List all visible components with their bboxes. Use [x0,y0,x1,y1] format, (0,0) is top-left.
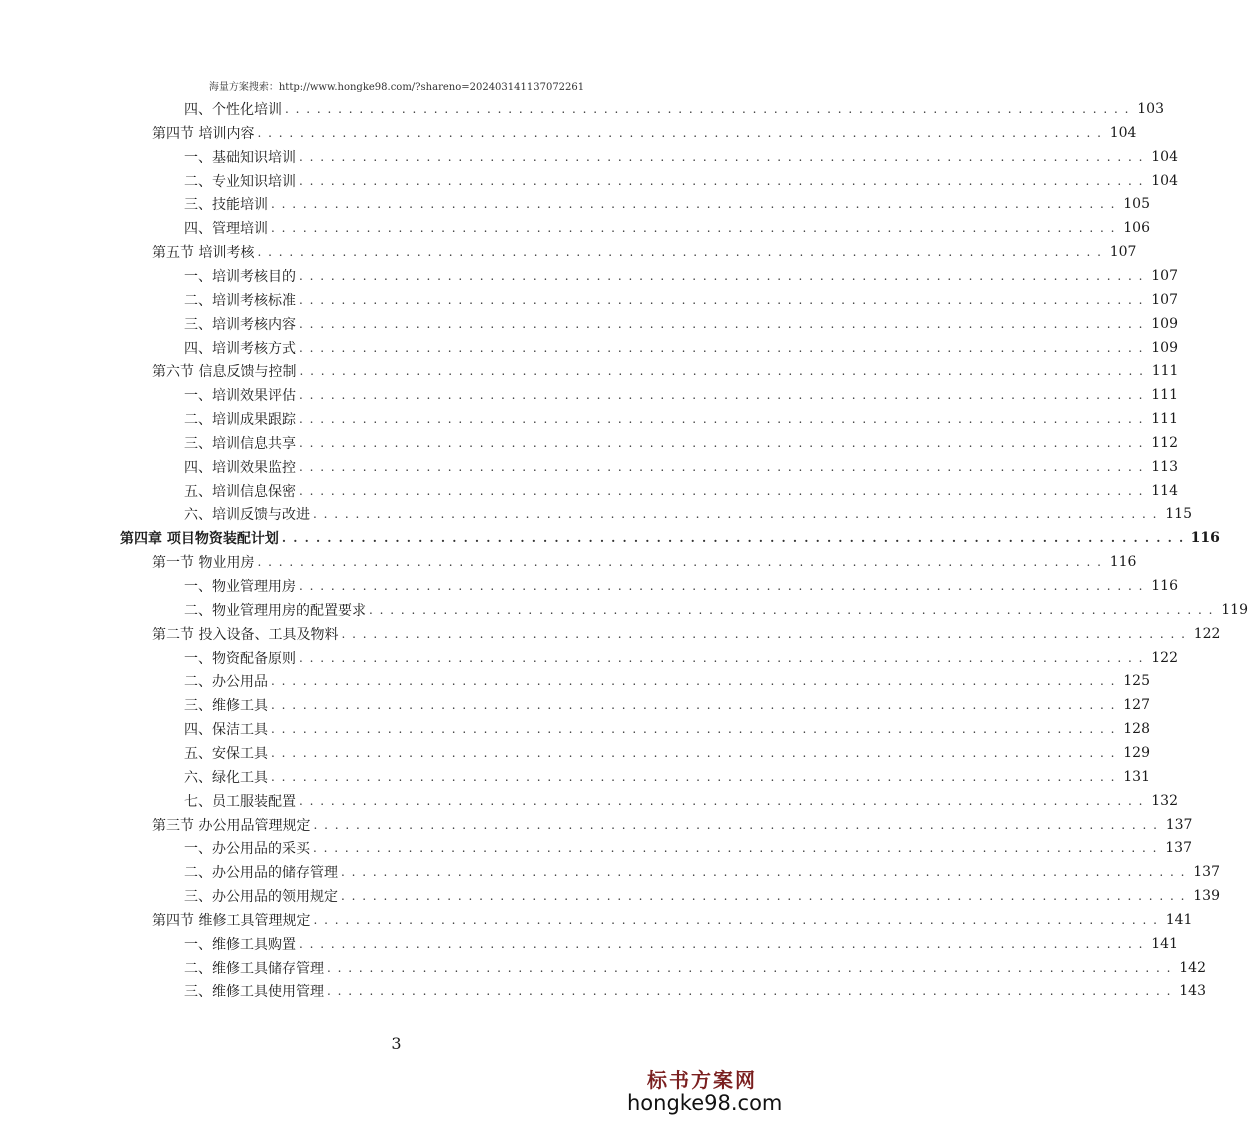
toc-entry[interactable] [184,956,1206,980]
toc-leader-dots: . . . . . . . . . . . . . . . . . . . . . . . . . . . . . . . . . . . . . . . . . . . . . . . . . . . . . . . . . . . . . . . . . . . . . . . . . . . . . . . . [313,912,1159,927]
toc-entry[interactable] [184,288,1178,312]
toc-entry-label: 第四节 培训内容 [152,125,255,142]
toc-entry[interactable] [184,216,1150,240]
toc-leader-dots: . . . . . . . . . . . . . . . . . . . . . . . . . . . . . . . . . . . . . . . . . . . . . . . . . . . . . . . . . . . . . . . . . . . . . . . . . . . . . . . . [299,388,1144,403]
toc-leader-dots: . . . . . . . . . . . . . . . . . . . . . . . . . . . . . . . . . . . . . . . . . . . . . . . . . . . . . . . . . . . . . . . . . . . . . . . . . . . . . . . . [313,841,1158,856]
toc-leader-dots: . . . . . . . . . . . . . . . . . . . . . . . . . . . . . . . . . . . . . . . . . . . . . . . . . . . . . . . . . . . . . . . . . . . . . . . . . . . . . . . . [299,459,1144,474]
toc-entry[interactable] [184,431,1178,455]
toc-entry-label: 四、管理培训 [184,221,268,238]
toc-leader-dots: . . . . . . . . . . . . . . . . . . . . . . . . . . . . . . . . . . . . . . . . . . . . . . . . . . . . . . . . . . . . . . . . . . . . . . . . . . . . . . . . [299,364,1145,379]
toc-entry[interactable] [184,336,1178,360]
toc-leader-dots: . . . . . . . . . . . . . . . . . . . . . . . . . . . . . . . . . . . . . . . . . . . . . . . . . . . . . . . . . . . . . . . . . . . . . . . . . . . . . . . . [299,650,1144,665]
toc-entry-label: 第一节 物业用房 [152,555,255,572]
toc-leader-dots: . . . . . . . . . . . . . . . . . . . . . . . . . . . . . . . . . . . . . . . . . . . . . . . . . . . . . . . . . . . . . . . . . . . . . . . . . . . . . . . . [271,745,1116,760]
toc-entry[interactable] [184,979,1206,1003]
toc-entry[interactable] [184,669,1150,693]
toc-entry-label: 三、维修工具 [184,698,268,715]
toc-entry[interactable] [184,717,1150,741]
toc-entry-label: 二、维修工具储存管理 [184,960,324,977]
toc-entry-page: 107 [1109,244,1137,261]
toc-entry[interactable] [184,264,1178,288]
watermark-en-text: hongke98.com [627,1091,783,1115]
toc-entry[interactable] [152,908,1193,932]
toc-leader-dots: . . . . . . . . . . . . . . . . . . . . . . . . . . . . . . . . . . . . . . . . . . . . . . . . . . . . . . . . . . . . . . . . . . . . . . . . . . . . . . . . [299,316,1144,331]
toc-entry[interactable] [184,932,1178,956]
toc-leader-dots: . . . . . . . . . . . . . . . . . . . . . . . . . . . . . . . . . . . . . . . . . . . . . . . . . . . . . . . . . . . . . . . . . . . . . . . . . . . . . . . . [257,245,1103,260]
toc-leader-dots: . . . . . . . . . . . . . . . . . . . . . . . . . . . . . . . . . . . . . . . . . . . . . . . . . . . . . . . . . . . . . . . . . . . . . . . . . . . . . . . . [271,221,1116,236]
toc-entry-label: 四、保洁工具 [184,722,268,739]
toc-entry-label: 第二节 投入设备、工具及物料 [152,626,339,643]
toc-entry-label: 三、维修工具使用管理 [184,984,324,1001]
toc-entry[interactable] [184,169,1178,193]
toc-entry[interactable] [152,359,1179,383]
toc-entry[interactable] [184,97,1164,121]
toc-entry-label: 三、技能培训 [184,197,268,214]
toc-entry-label: 三、办公用品的领用规定 [184,889,338,906]
toc-entry-page: 111 [1151,387,1178,404]
toc-entry-label: 一、物业管理用房 [184,579,296,595]
toc-entry-label: 五、培训信息保密 [184,483,296,500]
toc-entry-page: 139 [1193,888,1220,905]
toc-entry-page: 116 [1109,554,1137,571]
toc-entry[interactable] [152,622,1221,646]
toc-entry-page: 105 [1123,196,1150,213]
toc-entry-label: 二、办公用品 [184,674,268,691]
toc-entry[interactable] [152,121,1137,145]
toc-entry-page: 104 [1109,124,1137,141]
toc-entry-label: 第六节 信息反馈与控制 [152,364,297,381]
toc-entry-page: 137 [1193,864,1220,881]
toc-entry-label: 六、培训反馈与改进 [184,507,310,524]
toc-leader-dots: . . . . . . . . . . . . . . . . . . . . . . . . . . . . . . . . . . . . . . . . . . . . . . . . . . . . . . . . . . . . . . . . . . . . . . . . . . . . . . . . [271,722,1116,737]
toc-entry[interactable] [120,526,1220,550]
toc-leader-dots: . . . . . . . . . . . . . . . . . . . . . . . . . . . . . . . . . . . . . . . . . . . . . . . . . . . . . . . . . . . . . . . . . . . . . . . . . . . . . . . . [299,483,1144,498]
toc-entry-label: 第四章 项目物资装配计划 [120,531,279,548]
header-url: 海量方案搜索：http://www.hongke98.com/?shareno=202403141137072261 [208,82,585,93]
toc-leader-dots: . . . . . . . . . . . . . . . . . . . . . . . . . . . . . . . . . . . . . . . . . . . . . . . . . . . . . . . . . . . . . . . . . . . . . . . . . . . . . . . . [299,936,1144,951]
toc-entry-label: 四、个性化培训 [184,102,282,118]
toc-leader-dots: . . . . . . . . . . . . . . . . . . . . . . . . . . . . . . . . . . . . . . . . . . . . . . . . . . . . . . . . . . . . . . . . . . . . . . . . . . . . . . . . [299,292,1144,307]
toc-entry-page: 104 [1151,172,1178,189]
toc-entry-label: 三、培训信息共享 [184,435,296,452]
toc-entry-page: 113 [1151,458,1178,475]
toc-entry-page: 107 [1151,291,1178,308]
toc-entry[interactable] [152,550,1137,574]
toc-entry-label: 二、物业管理用房的配置要求 [184,602,366,619]
toc-entry-page: 132 [1151,792,1178,809]
toc-entry-page: 122 [1193,625,1221,642]
toc-leader-dots: . . . . . . . . . . . . . . . . . . . . . . . . . . . . . . . . . . . . . . . . . . . . . . . . . . . . . . . . . . . . . . . . . . . . . . . . . . . . . . . . [369,602,1214,617]
table-of-contents [0,97,1248,1007]
toc-leader-dots: . . . . . . . . . . . . . . . . . . . . . . . . . . . . . . . . . . . . . . . . . . . . . . . . . . . . . . . . . . . . . . . . . . . . . . . . . . . . . . . . [299,149,1144,164]
toc-entry-label: 一、物资配备原则 [184,650,296,667]
toc-entry-label: 七、员工服装配置 [184,793,296,810]
toc-entry[interactable] [184,836,1192,860]
toc-entry-label: 六、绿化工具 [184,769,268,786]
toc-entry[interactable] [184,383,1178,407]
toc-leader-dots: . . . . . . . . . . . . . . . . . . . . . . . . . . . . . . . . . . . . . . . . . . . . . . . . . . . . . . . . . . . . . . . . . . . . . . . . . . . . . . . . [257,555,1103,570]
toc-leader-dots: . . . . . . . . . . . . . . . . . . . . . . . . . . . . . . . . . . . . . . . . . . . . . . . . . . . . . . . . . . . . . . . . . . . . . . . . . . . . . . . . [299,435,1144,450]
toc-leader-dots: . . . . . . . . . . . . . . . . . . . . . . . . . . . . . . . . . . . . . . . . . . . . . . . . . . . . . . . . . . . . . . . . . . . . . . . . . . . . . . . . [299,793,1144,808]
toc-leader-dots: . . . . . . . . . . . . . . . . . . . . . . . . . . . . . . . . . . . . . . . . . . . . . . . . . . . . . . . . . . . . . . . . . . . . . . . . . . . . . . . . [271,197,1116,212]
toc-entry-page: 131 [1123,768,1150,785]
toc-entry-page: 141 [1165,911,1193,928]
toc-entry-label: 一、培训效果评估 [184,388,296,405]
toc-entry-page: 114 [1151,482,1178,499]
toc-entry-label: 四、培训考核方式 [184,340,296,357]
toc-entry-label: 二、办公用品的储存管理 [184,865,338,882]
toc-entry-page: 141 [1151,935,1178,952]
toc-leader-dots: . . . . . . . . . . . . . . . . . . . . . . . . . . . . . . . . . . . . . . . . . . . . . . . . . . . . . . . . . . . . . . . . . . . . . . . . . . . . . . . . [313,817,1159,832]
toc-entry-label: 二、培训成果跟踪 [184,412,296,429]
toc-entry-page: 125 [1123,673,1150,690]
toc-entry-page: 119 [1221,601,1248,618]
toc-leader-dots: . . . . . . . . . . . . . . . . . . . . . . . . . . . . . . . . . . . . . . . . . . . . . . . . . . . . . . . . . . . . . . . . . . . . . . . . . . . . . . . . [313,507,1158,522]
toc-entry[interactable] [184,479,1178,503]
toc-entry-page: 122 [1151,649,1178,666]
toc-entry[interactable] [184,646,1178,670]
toc-entry-page: 116 [1190,530,1220,547]
toc-entry[interactable] [152,813,1193,837]
toc-entry[interactable] [152,240,1137,264]
toc-entry[interactable] [184,455,1178,479]
toc-entry-label: 第五节 培训考核 [152,245,255,262]
toc-entry-label: 第四节 维修工具管理规定 [152,912,311,929]
toc-entry[interactable] [184,884,1220,908]
toc-entry-page: 104 [1151,148,1178,165]
toc-leader-dots: . . . . . . . . . . . . . . . . . . . . . . . . . . . . . . . . . . . . . . . . . . . . . . . . . . . . . . . . . . . . . . . . . . . . . . . . . . . . . . . . [341,889,1186,904]
toc-leader-dots: . . . . . . . . . . . . . . . . . . . . . . . . . . . . . . . . . . . . . . . . . . . . . . . . . . . . . . . . . . . . . . . . . . . . . . . . . . . . . . . . [299,268,1144,283]
toc-entry-label: 三、培训考核内容 [184,316,296,333]
toc-entry-label: 二、专业知识培训 [184,173,296,190]
toc-leader-dots: . . . . . . . . . . . . . . . . . . . . . . . . . . . . . . . . . . . . . . . . . . . . . . . . . . . . . . . . . . . . . . . . . . . . . . . . . . . . . . . . [299,579,1144,593]
toc-entry-page: 115 [1165,506,1192,523]
toc-entry-label: 二、培训考核标准 [184,292,296,309]
toc-entry-page: 142 [1179,959,1206,976]
toc-entry-label: 一、维修工具购置 [184,936,296,953]
toc-leader-dots: . . . . . . . . . . . . . . . . . . . . . . . . . . . . . . . . . . . . . . . . . . . . . . . . . . . . . . . . . . . . . . . . . . . . . . . . . . . . . . . . [341,865,1186,880]
toc-leader-dots: . . . . . . . . . . . . . . . . . . . . . . . . . . . . . . . . . . . . . . . . . . . . . . . . . . . . . . . . . . . . . . . . . . . . . . . . . . . . . . . . [271,698,1116,713]
toc-leader-dots: . . . . . . . . . . . . . . . . . . . . . . . . . . . . . . . . . . . . . . . . . . . . . . . . . . . . . . . . . . . . . . . . . . . . . . . . . . . . . . . . [327,960,1172,975]
toc-entry[interactable] [184,312,1178,336]
toc-entry-page: 116 [1151,578,1178,594]
watermark-cn-text: 标书方案网 [647,1068,757,1092]
toc-entry[interactable] [184,192,1150,216]
toc-entry[interactable] [184,502,1192,526]
toc-entry-page: 127 [1123,697,1150,714]
toc-entry-page: 111 [1151,411,1178,428]
toc-leader-dots: . . . . . . . . . . . . . . . . . . . . . . . . . . . . . . . . . . . . . . . . . . . . . . . . . . . . . . . . . . . . . . . . . . . . . . . . . . . . . . . . [271,674,1116,689]
toc-leader-dots: . . . . . . . . . . . . . . . . . . . . . . . . . . . . . . . . . . . . . . . . . . . . . . . . . . . . . . . . . . . . . . . . . . . . . . . . . . . . . . . . [257,125,1103,140]
toc-entry-page: 129 [1123,744,1150,761]
toc-leader-dots: . . . . . . . . . . . . . . . . . . . . . . . . . . . . . . . . . . . . . . . . . . . . . . . . . . . . . . . . . . . . . . . . . . . . . . . . . . . . . . . . [341,626,1187,641]
toc-entry-page: 103 [1137,101,1164,117]
toc-entry-page: 112 [1151,434,1178,451]
toc-leader-dots: . . . . . . . . . . . . . . . . . . . . . . . . . . . . . . . . . . . . . . . . . . . . . . . . . . . . . . . . . . . . . . . . . . . . . . . . . . . . . . . . [271,769,1116,784]
toc-entry[interactable] [184,145,1178,169]
toc-entry-label: 四、培训效果监控 [184,459,296,476]
toc-leader-dots: . . . . . . . . . . . . . . . . . . . . . . . . . . . . . . . . . . . . . . . . . . . . . . . . . . . . . . . . . . . . . . . . . . . . . . . . . . . . . . . . [327,984,1172,999]
toc-leader-dots: . . . . . . . . . . . . . . . . . . . . . . . . . . . . . . . . . . . . . . . . . . . . . . . . . . . . . . . . . . . . . . . . . . . . . . . . . . . . . . . . [299,173,1144,188]
toc-entry[interactable] [184,693,1150,717]
toc-entry[interactable] [184,741,1150,765]
toc-entry[interactable] [184,860,1220,884]
toc-entry-label: 一、办公用品的采买 [184,841,310,858]
toc-entry[interactable] [184,574,1178,598]
toc-entry-page: 111 [1151,363,1179,380]
toc-entry-page: 128 [1123,721,1150,738]
toc-leader-dots: . . . . . . . . . . . . . . . . . . . . . . . . . . . . . . . . . . . . . . . . . . . . . . . . . . . . . . . . . . . . . . . . . . . . . . . . . . . . . . . . [299,412,1144,427]
toc-entry-label: 一、基础知识培训 [184,149,296,166]
toc-entry-label: 五、安保工具 [184,745,268,762]
toc-entry-page: 109 [1151,315,1178,332]
watermark-logo [627,1064,783,1115]
toc-entry-page: 106 [1123,220,1150,237]
toc-entry-page: 137 [1165,840,1192,857]
toc-entry[interactable] [184,789,1178,813]
toc-entry[interactable] [184,598,1248,622]
toc-entry-page: 107 [1151,267,1178,284]
toc-leader-dots: . . . . . . . . . . . . . . . . . . . . . . . . . . . . . . . . . . . . . . . . . . . . . . . . . . . . . . . . . . . . . . . . . . . . . . . . . . . . . . . . [281,531,1185,546]
toc-entry-page: 109 [1151,339,1178,356]
toc-entry-page: 143 [1179,983,1206,1000]
toc-entry[interactable] [184,765,1150,789]
page-number: 3 [391,1034,402,1053]
toc-leader-dots: . . . . . . . . . . . . . . . . . . . . . . . . . . . . . . . . . . . . . . . . . . . . . . . . . . . . . . . . . . . . . . . . . . . . . . . . . . . . . . . . [285,102,1130,116]
toc-leader-dots: . . . . . . . . . . . . . . . . . . . . . . . . . . . . . . . . . . . . . . . . . . . . . . . . . . . . . . . . . . . . . . . . . . . . . . . . . . . . . . . . [299,340,1144,355]
toc-entry-label: 第三节 办公用品管理规定 [152,817,311,834]
toc-entry-page: 137 [1165,816,1193,833]
toc-entry[interactable] [184,407,1178,431]
toc-entry-label: 一、培训考核目的 [184,268,296,285]
